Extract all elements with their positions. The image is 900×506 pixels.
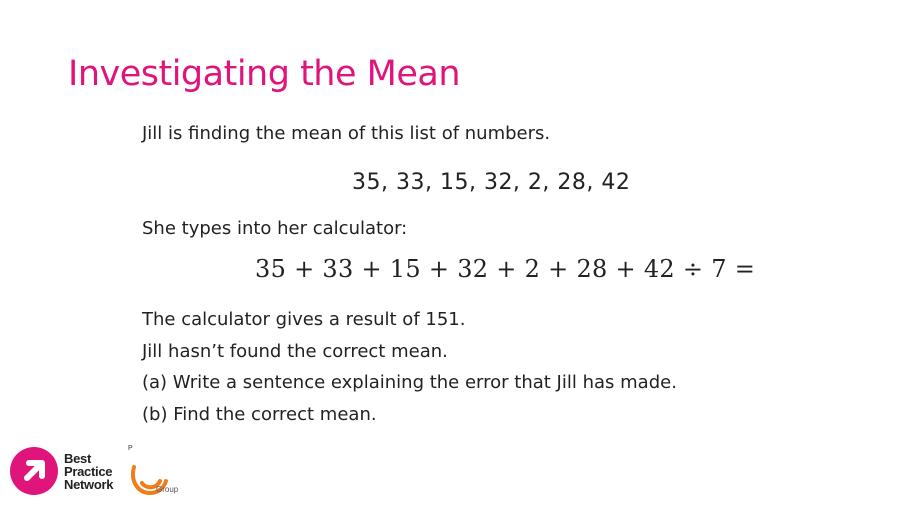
slide-title: Investigating the Mean xyxy=(68,54,460,94)
group-prefix: P xyxy=(128,445,133,452)
logo-line-2: Practice xyxy=(64,464,113,479)
logo-line-3: Network xyxy=(64,477,114,492)
question-b: (b) Find the correct mean. xyxy=(142,404,377,425)
logo-wordmark xyxy=(64,452,113,491)
logo-line-1: Best xyxy=(64,451,91,466)
not-found-text: Jill hasn’t found the correct mean. xyxy=(142,341,448,362)
number-list: 35, 33, 15, 32, 2, 28, 42 xyxy=(352,170,631,195)
calculator-prompt: She types into her calculator: xyxy=(142,218,408,239)
question-a: (a) Write a sentence explaining the error that Jill has made. xyxy=(142,372,677,393)
arrow-icon xyxy=(10,447,58,495)
group-logo xyxy=(128,445,188,499)
best-practice-network-logo xyxy=(10,445,200,500)
calculator-expression: 35 + 33 + 15 + 32 + 2 + 28 + 42 ÷ 7 = xyxy=(255,255,756,283)
group-label: Group xyxy=(156,485,179,494)
result-text: The calculator gives a result of 151. xyxy=(142,309,466,330)
intro-text: Jill is finding the mean of this list of numbers. xyxy=(142,123,551,144)
